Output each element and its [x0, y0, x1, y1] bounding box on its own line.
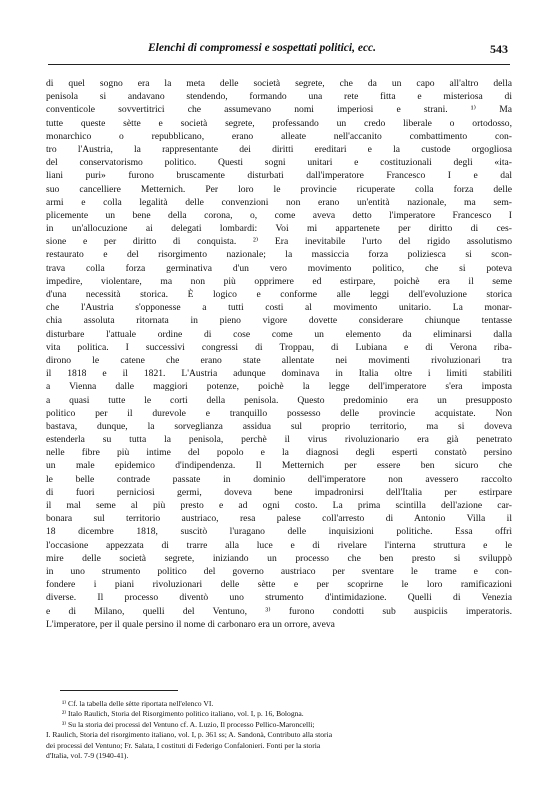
body-line: bastava, dunque, la sorveglianza assidua sul proprio territorio, ma si doveva: [46, 420, 512, 432]
body-line: a quasi tutte le corti della penisola. Questo predominio era un presupposto: [46, 394, 512, 406]
footnote-rule: [60, 690, 178, 691]
footnote-line: ¹⁾ Cf. la tabella delle sètte riportata nell'elenco VI.: [62, 699, 214, 708]
body-line: il mal seme al più presto e ad ogni costo. La prima scintilla dell'azione car-: [46, 500, 512, 511]
body-line: a Vienna dalle maggiori potenze, poichè la legge dell'imperatore s'era imposta: [46, 381, 512, 393]
body-line: che l'Austria s'opponesse a tutti costi al movimento unitario. La monar-: [46, 302, 512, 314]
body-line: nelle fibre più intime del popolo e la diagnosi degli esperti constatò persino: [46, 447, 512, 459]
body-line: di quel sogno era la meta delle società segrete, che da un capo all'altro della: [46, 78, 512, 89]
body-line: monarchico o repubblicano, erano alleate nell'accanito combattimento con-: [46, 130, 512, 142]
body-line: in uno strumento politico del governo austriaco per sventare le trame e con-: [46, 565, 512, 577]
body-line: dirono le catene che erano state allentate nei movimenti rivoluzionari tra: [46, 354, 512, 366]
body-line: disturbare l'attuale ordine di cose come un elemento da eliminarsi dalla: [46, 328, 512, 340]
body-line: del conservatorismo politico. Questi sogni unitari e costituzionali degli «ita-: [46, 157, 512, 169]
footnote-line: I. Raulich, Storia del risorgimento italiano, vol. I, p. 361 ss; A. Sandonà, Contributo alla storia: [46, 730, 333, 740]
body-line: diverse. Il processo diventò uno strumento d'intimidazione. Quelli di Venezia: [46, 592, 512, 604]
footnote-line: dei processi del Ventuno; Fr. Salata, I costituti di Federigo Confalonieri. Fonti per la storia: [46, 740, 321, 750]
body-line: restaurato e del risorgimento nazionale; la massiccia forza poliziesca si scon-: [46, 249, 512, 261]
body-line: tro l'Austria, la rappresentante dei diritti ereditari e la custode orgogliosa: [46, 143, 512, 155]
body-line: chia assoluta ritornata in pieno vigore dovette considerare chiunque tentasse: [46, 315, 512, 327]
body-line: le belle contrade passate in dominio dell'imperatore non avessero raccolto: [46, 473, 512, 485]
body-line: estenderla su tutta la penisola, perchè il virus rivoluzionario era già penetrato: [46, 434, 512, 446]
body-line: vita politica. I successivi congressi di Troppau, di Lubiana e di Verona riba-: [46, 341, 512, 353]
footnote-line: d'Italia, vol. 7-9 (1940-41).: [46, 750, 129, 760]
body-line: e di Milano, quelli del Ventuno, ³⁾ furono condotti sub auspiciis imperatoris.: [46, 605, 512, 617]
body-line: impedire, violentare, ma non più opprimere ed estirpare, poichè era il seme: [46, 275, 512, 287]
body-line: 18 dicembre 1818, suscitò l'uragano delle inquisizioni politiche. Essa offrì: [46, 526, 512, 538]
body-line: conventicole sovvertitrici che assumevano nomi imperiosi e strani. ¹⁾ Ma: [46, 104, 512, 116]
body-text: [46, 77, 512, 631]
body-line: tutte queste sètte e società segrete, professando un credo liberale o ortodosso,: [46, 117, 512, 129]
body-line: bonara sul territorio austriaco, resa palese coll'arresto di Antonio Villa il: [46, 513, 512, 525]
body-line: L'imperatore, per il quale persino il nome di carbonaro era un orrore, aveva: [46, 618, 335, 630]
body-line: il 1818 e il 1821. L'Austria adunque dominava in Italia oltre i limiti stabiliti: [46, 368, 512, 380]
body-line: mire delle società segrete, iniziando un processo che ben presto si sviluppò: [46, 552, 512, 564]
body-line: l'occasione appezzata di trarre alla luce e di rivelare l'interna struttura e le: [46, 539, 512, 551]
footnotes: [46, 699, 512, 761]
body-line: penisola si andavano stendendo, formando una rete fitta e misteriosa di: [46, 91, 512, 103]
body-line: suo cancelliere Metternich. Per loro le provincie ricuperate colla forza delle: [46, 183, 512, 195]
body-line: di fuori perniciosi germi, doveva bene impadronirsi dell'Italia per estirpare: [46, 486, 512, 498]
header-rule: [48, 64, 510, 65]
body-line: trava colla forza germinativa d'un vero movimento politico, che si poteva: [46, 262, 512, 274]
body-line: politico per il durevole e tranquillo possesso delle provincie acquistate. Non: [46, 407, 512, 419]
body-line: plicemente un bene della corona, o, come aveva detto l'imperatore Francesco I: [46, 209, 512, 221]
page-number: 543: [490, 42, 508, 56]
body-line: liani puri» furono bruscamente disturbati dall'imperatore Francesco I e dal: [46, 170, 512, 182]
body-line: fondere i piani rivoluzionari delle sètte e per scoprirne le loro ramificazioni: [46, 579, 512, 591]
footnote-line: ²⁾ Italo Raulich, Storia del Risorgimento politico italiano, vol. I, p. 16, Bologna.: [62, 709, 304, 719]
body-line: in un'allocuzione ai delegati lombardi: Voi mi appartenete per diritto di ces-: [46, 223, 512, 235]
body-line: d'una necessità storica. È logico e conforme alle leggi dell'evoluzione storica: [46, 289, 512, 300]
running-header: Elenchi di compromessi e sospettati politici, ecc.: [147, 42, 377, 54]
footnote-line: ³⁾ Su la storia dei processi del Ventuno cf. A. Luzio, Il processo Pellico-Maroncelli;: [62, 719, 315, 729]
body-line: sione e per diritto di conquista. ²⁾ Era inevitabile l'urto del rigido assolutismo: [46, 236, 512, 248]
body-line: un male epidemico d'indipendenza. Il Metternich per essere ben sicuro che: [46, 460, 512, 472]
body-line: armi e colla legalità delle convenzioni non erano un'entità nazionale, ma sem-: [46, 196, 512, 208]
